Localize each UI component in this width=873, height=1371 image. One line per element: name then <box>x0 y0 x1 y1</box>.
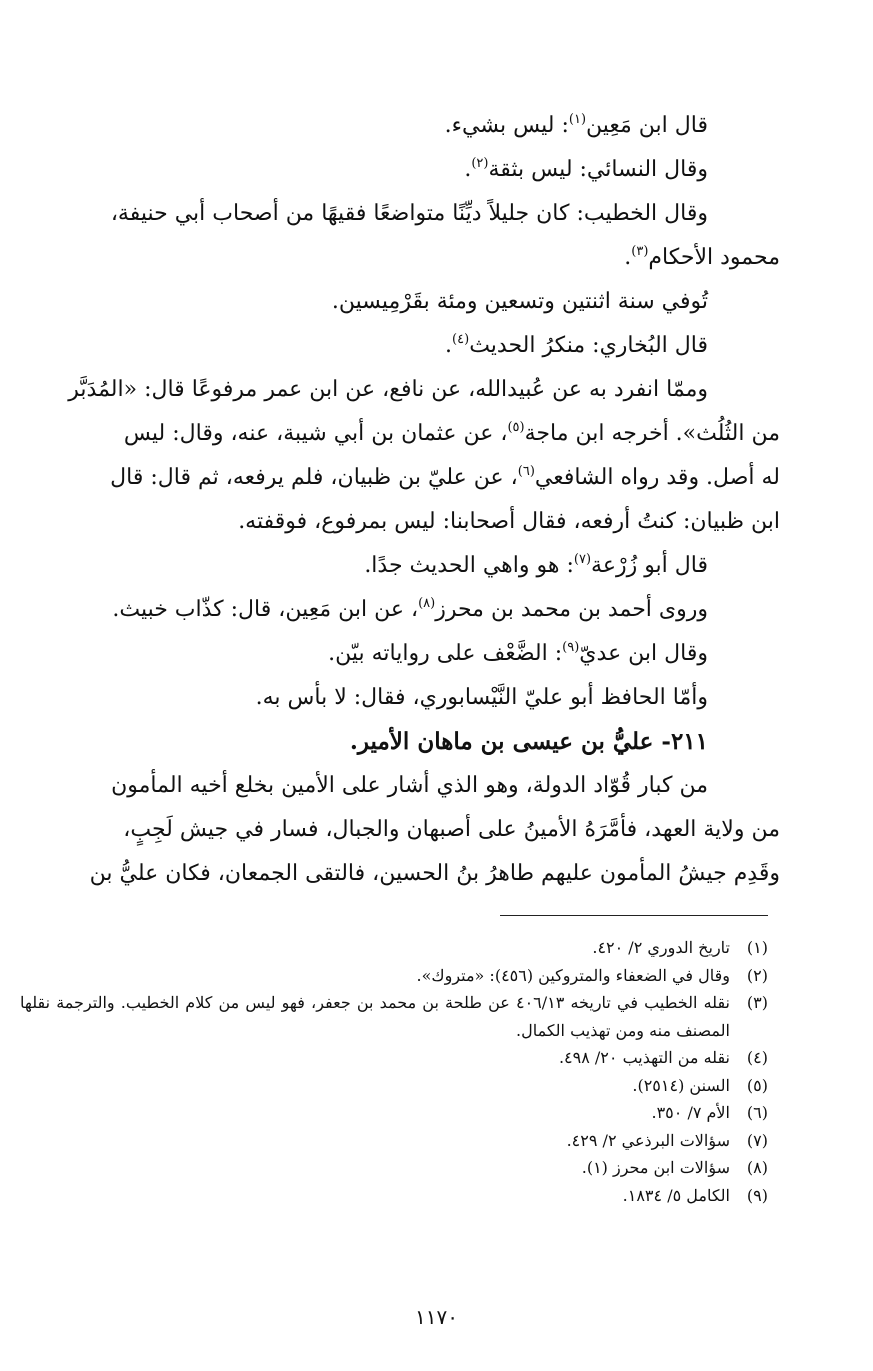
text-line <box>20 852 780 896</box>
footnote-text: الأم ٧/ ٣٥٠. <box>651 1103 730 1122</box>
text-line <box>20 104 780 148</box>
text-run: محمود الأحكام <box>648 245 780 270</box>
footnote-text: سؤالات البرذعي ٢/ ٤٢٩. <box>566 1130 730 1150</box>
footnote <box>20 1154 770 1182</box>
text-run: من الثُلُث». أخرجه ابن ماجة <box>524 421 780 446</box>
text-run: ابن ظبيان: كنتُ أرفعه، فقال أصحابنا: ليس بمرفوع، فوقفته. <box>238 509 780 534</box>
footnote <box>20 1072 770 1100</box>
text-run: . <box>445 333 453 358</box>
text-run: ٢١١- عليُّ بن عيسى بن ماهان الأمير. <box>349 728 708 755</box>
footnote-marker: (٨) <box>418 596 436 611</box>
footnote-number: (٥) <box>746 1075 768 1095</box>
text-line <box>20 368 780 412</box>
footnote <box>20 1044 770 1072</box>
text-run: وممّا انفرد به عن عُبيدالله، عن نافع، عن ابن عمر مرفوعًا قال: «المُدَبَّر <box>68 377 708 402</box>
text-run: ، عن عثمان بن أبي شيبة، عنه، وقال: ليس <box>123 421 508 446</box>
text-line <box>20 236 780 280</box>
text-line <box>20 148 780 192</box>
text-line <box>20 632 780 676</box>
footnote-marker: (٧) <box>573 552 592 567</box>
footnote-marker: (٥) <box>507 420 525 435</box>
footnote-separator <box>500 915 768 916</box>
entry-heading <box>20 720 780 764</box>
text-line <box>20 412 780 456</box>
text-line <box>20 544 780 588</box>
text-run: قال أبو زُرْعة <box>591 553 708 578</box>
text-line <box>20 588 780 632</box>
text-run: وقَدِم جيشُ المأمون عليهم طاهرُ بنُ الحسين، فالتقى الجمعان، فكان عليُّ بن <box>89 861 780 886</box>
text-run: وقال النسائي: ليس بثقة <box>488 157 708 182</box>
footnote <box>20 1127 770 1155</box>
text-run: قال البُخاري: منكرُ الحديث <box>469 333 708 358</box>
footnote-marker: (٢) <box>471 156 489 171</box>
footnote-number: (١) <box>746 938 768 957</box>
text-run: قال ابن مَعِين <box>586 113 708 138</box>
text-line <box>20 192 780 236</box>
text-run: : الضَّعْف على رواياته بيّن. <box>328 641 563 666</box>
footnote-number: (٨) <box>746 1158 768 1177</box>
text-run: ، عن ابن مَعِين، قال: كذّاب خبيث. <box>112 597 419 622</box>
footnote-marker: (٦) <box>517 464 535 479</box>
text-run: : ليس بشيء. <box>444 113 569 138</box>
text-run: ، عن عليّ بن ظبيان، فلم يرفعه، ثم قال: قال <box>110 465 518 490</box>
footnote <box>20 989 770 1044</box>
text-run: وقال الخطيب: كان جليلاً ديِّنًا متواضعًا فقيهًا من أصحاب أبي حنيفة، <box>110 201 708 226</box>
text-line <box>20 808 780 852</box>
text-line <box>20 500 780 544</box>
text-run: وأمّا الحافظ أبو عليّ النَّيْسابوري، فقال: لا بأس به. <box>255 685 708 710</box>
footnote-number: (٧) <box>746 1130 768 1150</box>
text-line <box>20 676 780 720</box>
footnote <box>20 1182 770 1210</box>
text-run: . <box>624 245 632 270</box>
footnote-number: (٢) <box>746 965 768 985</box>
main-text <box>20 104 780 896</box>
footnote-text: سؤالات ابن محرز (١). <box>581 1158 730 1177</box>
footnote-number: (٩) <box>746 1185 768 1205</box>
text-run: له أصل. وقد رواه الشافعي <box>534 465 780 490</box>
footnote-text: تاريخ الدوري ٢/ ٤٢٠. <box>592 938 730 957</box>
footnote-marker: (٩) <box>562 640 580 655</box>
footnote-number: (٦) <box>746 1103 768 1122</box>
text-run: من ولاية العهد، فأمَّرَهُ الأمينُ على أصبهان والجبال، فسار في جيش لَجِبٍ، <box>123 817 780 842</box>
text-line <box>20 456 780 500</box>
footnote-text: السنن (٢٥١٤). <box>632 1075 730 1095</box>
footnote-marker: (٤) <box>452 332 470 347</box>
footnote-text: نقله من التهذيب ٢٠/ ٤٩٨. <box>558 1048 730 1067</box>
footnote-number: (٤) <box>746 1048 768 1067</box>
text-run: وروى أحمد بن محمد بن محرز <box>435 597 708 622</box>
footnote-text: نقله الخطيب في تاريخه ٤٠٦/١٣ عن طلحة بن محمد بن جعفر، فهو ليس من كلام الخطيب. والترجمة نقلها المصنف منه ومن تهذيب الكمال. <box>20 993 730 1040</box>
text-line <box>20 764 780 808</box>
text-line <box>20 280 780 324</box>
text-run: وقال ابن عديّ <box>579 641 708 666</box>
footnote <box>20 934 770 962</box>
footnotes <box>20 934 770 1209</box>
text-run: . <box>464 157 472 182</box>
footnote-number: (٣) <box>746 993 768 1012</box>
page-number: ١١٧٠ <box>415 1305 458 1329</box>
footnote-text: الكامل ٥/ ١٨٣٤. <box>622 1185 730 1205</box>
text-run: : هو واهي الحديث جدًا. <box>364 553 574 578</box>
footnote-marker: (٣) <box>631 244 649 259</box>
footnote-text: وقال في الضعفاء والمتروكين (٤٥٦): «متروك». <box>416 965 730 985</box>
text-line <box>20 324 780 368</box>
footnote <box>20 1099 770 1127</box>
footnote-marker: (١) <box>568 112 587 127</box>
text-run: من كبار قُوّاد الدولة، وهو الذي أشار على الأمين بخلع أخيه المأمون <box>111 773 708 798</box>
footnote <box>20 962 770 990</box>
text-run: تُوفي سنة اثنتين وتسعين ومئة بقَرْمِيسين. <box>331 289 708 314</box>
